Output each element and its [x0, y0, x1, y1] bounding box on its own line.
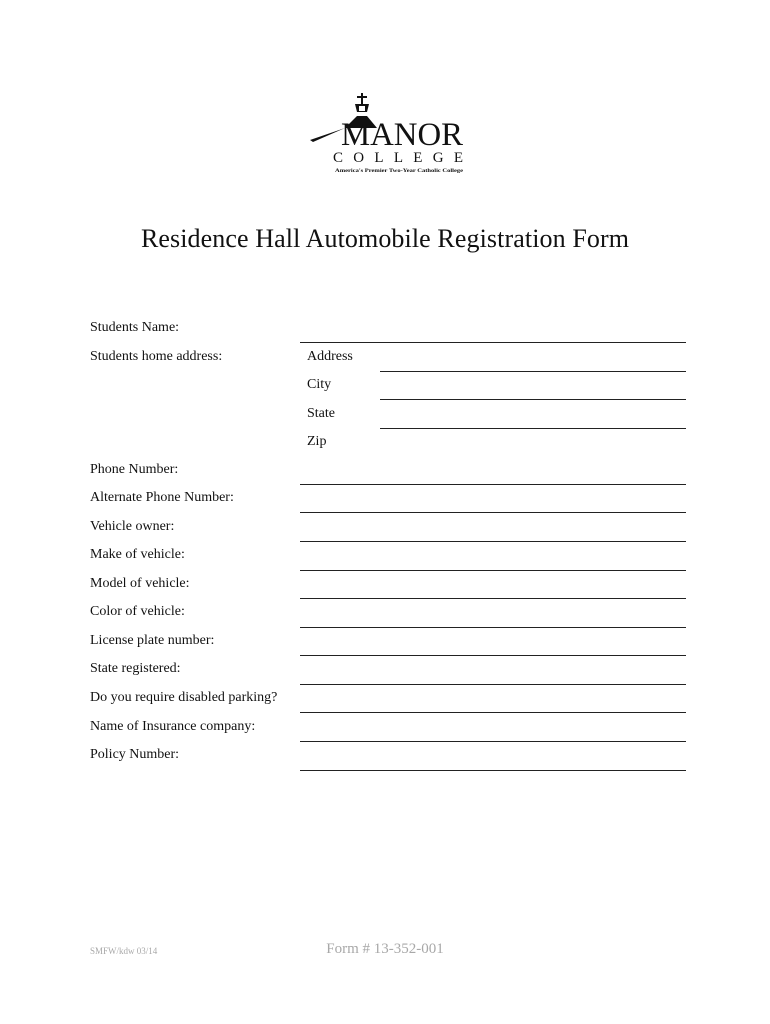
model-field[interactable]: [300, 598, 686, 599]
insurance-label: Name of Insurance company:: [90, 719, 256, 734]
disabled-parking-label: Do you require disabled parking?: [90, 690, 278, 705]
color-field[interactable]: [300, 627, 686, 628]
policy-field[interactable]: [300, 770, 686, 771]
insurance-field[interactable]: [300, 741, 686, 742]
make-label: Make of vehicle:: [90, 547, 185, 562]
logo-tagline: America's Premier Two-Year Catholic College: [335, 168, 464, 174]
color-label: Color of vehicle:: [90, 604, 185, 619]
address-field[interactable]: [380, 371, 686, 372]
phone-field[interactable]: [300, 484, 686, 485]
model-label: Model of vehicle:: [90, 576, 190, 591]
alt-phone-field[interactable]: [300, 512, 686, 513]
vehicle-owner-label: Vehicle owner:: [90, 519, 175, 534]
policy-label: Policy Number:: [90, 747, 180, 762]
footer-code: SMFW/kdw 03/14: [90, 946, 158, 956]
vehicle-owner-field[interactable]: [300, 541, 686, 542]
phone-label: Phone Number:: [90, 462, 179, 477]
city-label: City: [307, 377, 332, 392]
make-field[interactable]: [300, 570, 686, 571]
logo-name: MANOR: [341, 117, 463, 153]
alt-phone-label: Alternate Phone Number:: [90, 490, 234, 505]
address-label: Address: [307, 349, 353, 364]
state-registered-field[interactable]: [300, 684, 686, 685]
manor-college-logo: [305, 90, 470, 178]
plate-label: License plate number:: [90, 633, 215, 648]
students-name-label: Students Name:: [90, 320, 180, 335]
state-field[interactable]: [380, 428, 686, 429]
state-label: State: [307, 406, 335, 421]
home-address-label: Students home address:: [90, 349, 223, 364]
logo-sub: COLLEGE: [333, 150, 463, 166]
zip-label: Zip: [307, 434, 327, 449]
city-field[interactable]: [380, 399, 686, 400]
disabled-parking-field[interactable]: [300, 712, 686, 713]
state-registered-label: State registered:: [90, 661, 181, 676]
form-number: Form # 13-352-001: [326, 941, 444, 957]
plate-field[interactable]: [300, 655, 686, 656]
page-title: Residence Hall Automobile Registration Form: [140, 224, 630, 253]
students-name-field[interactable]: [300, 342, 686, 343]
